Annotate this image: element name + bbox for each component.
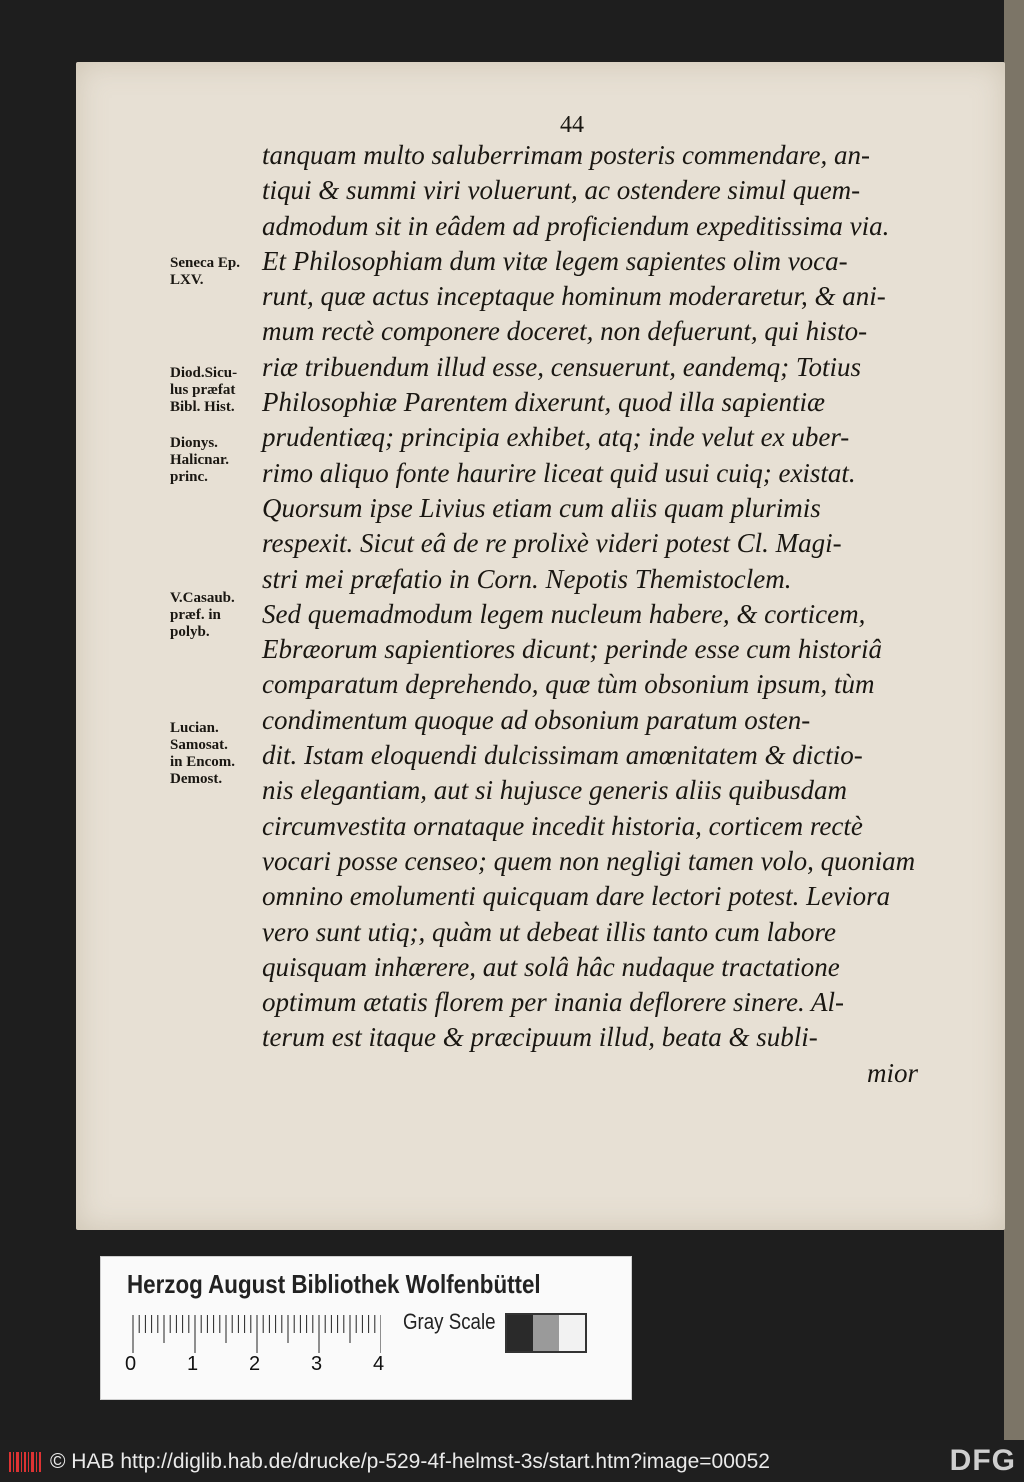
text-line: prudentiæq; principia exhibet, atq; inde velut ex uber- <box>262 422 850 453</box>
dfg-logo: DFG <box>949 1444 1016 1477</box>
barcode-icon <box>8 1450 44 1474</box>
page-number: 44 <box>560 112 584 138</box>
text-line: circumvestita ornataque incedit historia, corticem rectè <box>262 810 863 841</box>
margin-note <box>170 590 235 641</box>
text-line: runt, quæ actus inceptaque hominum moderaretur, & ani- <box>262 281 886 312</box>
margin-note <box>170 435 229 486</box>
ruler-label: 0 <box>125 1353 137 1375</box>
text-line: tiqui & summi viri voluerunt, ac ostendere simul quem- <box>262 175 861 206</box>
text-line: optimum ætatis florem per inania deflorere sinere. Al- <box>262 987 844 1018</box>
text-line: condimentum quoque ad obsonium paratum osten- <box>262 704 811 735</box>
gray-scale-swatches <box>505 1313 587 1353</box>
margin-note <box>170 720 235 788</box>
margin-note-line: Dionys. <box>170 435 218 451</box>
color-calibration-bar <box>100 1256 632 1400</box>
text-line: vocari posse censeo; quem non negligi tamen volo, quoniam <box>262 845 916 876</box>
text-line: stri mei præfatio in Corn. Nepotis Themistoclem. <box>262 563 792 594</box>
catchword: mior <box>866 1057 918 1088</box>
margin-note-line: Seneca Ep. <box>170 255 241 271</box>
margin-note-line: Diod.Sicu- <box>170 365 238 381</box>
margin-note-line: princ. <box>170 469 208 485</box>
text-line: tanquam multo saluberrimam posteris commendare, an- <box>262 140 870 170</box>
text-line: respexit. Sicut eâ de re prolixè videri potest Cl. Magi- <box>262 528 842 559</box>
ruler-ticks <box>131 1315 381 1355</box>
margin-note-line: lus præfat <box>170 382 236 398</box>
margin-note-line: Halicnar. <box>170 452 230 468</box>
text-line: rimo aliquo fonte haurire liceat quid usui cuiq; existat. <box>262 457 856 488</box>
text-line: riæ tribuendum illud esse, censuerunt, eandemq; Totius <box>262 351 861 382</box>
library-name: Herzog August Bibliothek Wolfenbüttel <box>127 1269 541 1299</box>
book-edge <box>1004 0 1024 1440</box>
margin-note-line: Samosat. <box>170 737 228 753</box>
margin-note-line: Demost. <box>170 771 223 787</box>
margin-note-line: præf. in <box>170 607 221 623</box>
margin-note <box>170 365 237 416</box>
page-body-text <box>262 138 932 1091</box>
margin-note <box>170 255 240 289</box>
ruler-label: 4 <box>373 1353 385 1375</box>
gray-swatch <box>533 1315 559 1351</box>
margin-note-line: in Encom. <box>170 754 236 770</box>
text-line: omnino emolumenti quicquam dare lectori potest. Leviora <box>262 881 891 912</box>
text-line: mum rectè componere doceret, non defuerunt, qui histo- <box>262 316 868 347</box>
text-line: Philosophiæ Parentem dixerunt, quod illa sapientiæ <box>262 387 825 418</box>
text-line: Quorsum ipse Livius etiam cum aliis quam plurimis <box>262 492 821 523</box>
gray-scale-label: Gray Scale <box>403 1309 496 1334</box>
gray-swatch <box>507 1315 533 1351</box>
text-line: quisquam inhærere, aut solâ hâc nudaque tractatione <box>262 951 840 982</box>
margin-note-line: Lucian. <box>170 720 219 736</box>
text-line: vero sunt utiq;, quàm ut debeat illis tanto cum labore <box>262 916 836 947</box>
text-line: Et Philosophiam dum vitæ legem sapientes olim voca- <box>262 245 848 276</box>
text-line: nis elegantiam, aut si hujusce generis aliis quibusdam <box>262 775 847 806</box>
margin-note-line: polyb. <box>170 624 210 640</box>
gray-swatch <box>559 1315 585 1351</box>
margin-note-line: Bibl. Hist. <box>170 399 235 415</box>
ruler-label: 1 <box>187 1353 199 1375</box>
footer <box>0 1440 1024 1482</box>
ruler <box>131 1315 381 1355</box>
text-line: Sed quemadmodum legem nucleum habere, & corticem, <box>262 598 866 629</box>
ruler-label: 3 <box>311 1353 323 1375</box>
text-line: terum est itaque & præcipuum illud, beata & subli- <box>262 1022 818 1053</box>
margin-note-line: V.Casaub. <box>170 590 235 606</box>
text-line: dit. Istam eloquendi dulcissimam amœnitatem & dictio- <box>262 740 863 771</box>
ruler-label: 2 <box>249 1353 261 1375</box>
text-line: Ebræorum sapientiores dicunt; perinde esse cum historiâ <box>262 634 882 665</box>
text-line: admodum sit in eâdem ad proficiendum expeditissima via. <box>262 210 890 241</box>
margin-note-line: LXV. <box>170 272 204 288</box>
copyright-link[interactable]: © HAB http://diglib.hab.de/drucke/p-529-4f-helmst-3s/start.htm?image=00052 <box>50 1450 770 1473</box>
text-line: comparatum deprehendo, quæ tùm obsonium ipsum, tùm <box>262 669 875 700</box>
